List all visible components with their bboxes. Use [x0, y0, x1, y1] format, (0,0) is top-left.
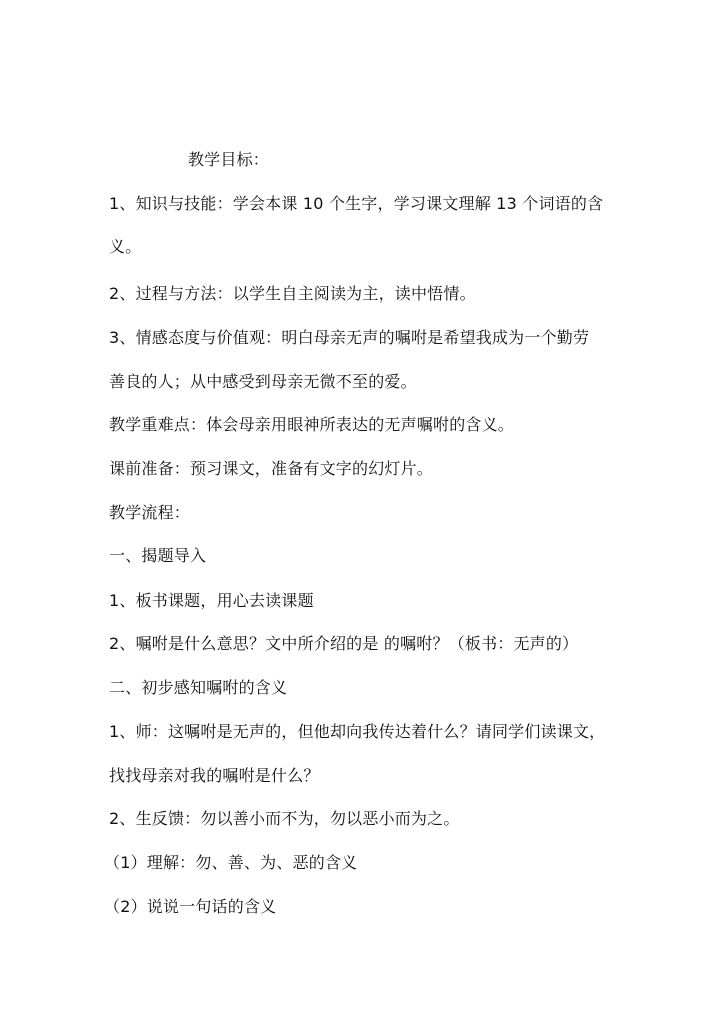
preparation: 课前准备：预习课文，准备有文字的幻灯片。 — [109, 459, 434, 478]
sub-item-1: （1）理解：勿、善、为、恶的含义 — [104, 853, 358, 872]
part-2-item-2: 2、生反馈：勿以善小而不为，勿以恶小而为之。 — [109, 809, 460, 828]
section-heading-teaching-process: 教学流程： — [109, 503, 191, 522]
part-2-item-1-line-1: 1、师：这嘱咐是无声的，但他却向我传达着什么？请同学们读课文， — [109, 722, 606, 741]
sub-item-2: （2）说说一句话的含义 — [104, 897, 277, 916]
part-2-item-1-line-2: 找找母亲对我的嘱咐是什么？ — [109, 766, 320, 785]
section-heading-teaching-goals: 教学目标： — [188, 150, 270, 169]
goal-1-line-2: 义。 — [109, 237, 142, 256]
part-1-item-1: 1、板书课题，用心去读课题 — [109, 591, 314, 610]
goal-2: 2、过程与方法：以学生自主阅读为主，读中悟情。 — [109, 284, 476, 303]
part-1-item-2: 2、嘱咐是什么意思？文中所介绍的是 的嘱咐？（板书：无声的） — [109, 634, 579, 653]
part-1-heading: 一、揭题导入 — [109, 546, 207, 565]
goal-3-line-2: 善良的人；从中感受到母亲无微不至的爱。 — [109, 372, 417, 391]
part-2-heading: 二、初步感知嘱咐的含义 — [109, 678, 288, 697]
key-difficulty: 教学重难点：体会母亲用眼神所表达的无声嘱咐的含义。 — [109, 415, 515, 434]
goal-3-line-1: 3、情感态度与价值观：明白母亲无声的嘱咐是希望我成为一个勤劳 — [109, 328, 590, 347]
goal-1-line-1: 1、知识与技能：学会本课 10 个生字，学习课文理解 13 个词语的含 — [109, 194, 604, 213]
